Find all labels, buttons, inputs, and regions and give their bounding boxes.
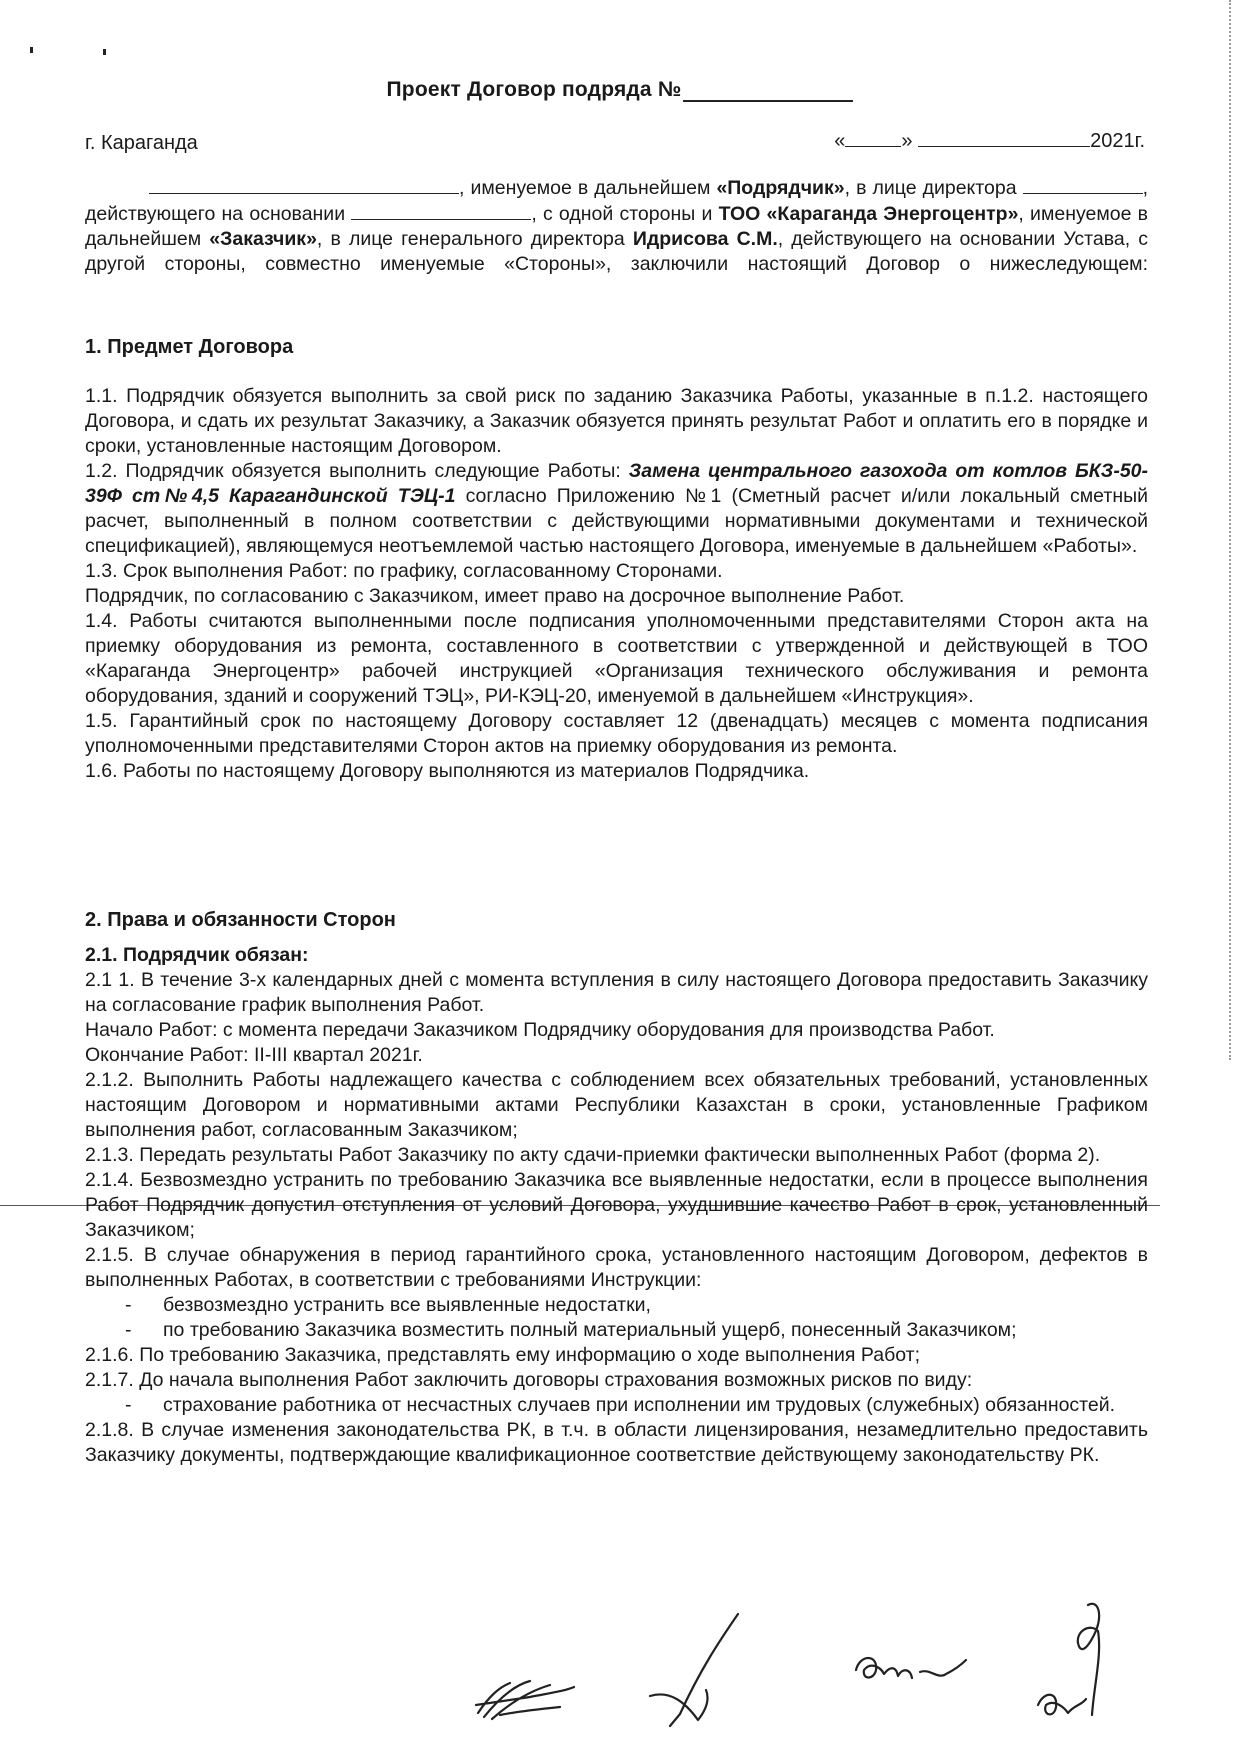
contract-number-blank bbox=[683, 82, 853, 102]
clause-2-1-1-start: Начало Работ: с момента передачи Заказчиком Подрядчику оборудования для производства Работ. bbox=[85, 1019, 995, 1041]
scan-mark bbox=[30, 47, 33, 53]
clause-2-1-1: 2.1 1. В течение 3-х календарных дней с момента вступления в силу настоящего Договора предоставить Заказчику на согласование график выполнения Работ. bbox=[85, 969, 1148, 1016]
signature-1 bbox=[470, 1625, 580, 1730]
clause-1-6: 1.6. Работы по настоящему Договору выполняются из материалов Подрядчика. bbox=[85, 760, 810, 782]
section-1 bbox=[85, 335, 1148, 360]
section-2 bbox=[85, 908, 1148, 933]
list-item: - страхование работника от несчастных случаев при исполнении им трудовых (служебных) обязанностей. bbox=[125, 1394, 1116, 1416]
clause-2-1-6: 2.1.6. По требованию Заказчика, представлять ему информацию о ходе выполнения Работ; bbox=[85, 1344, 921, 1366]
clause-1-2: 1.2. Подрядчик обязуется выполнить следующие Работы: Замена центрального газохода от котлов БКЗ-50-39Ф ст№4,5 Карагандинской ТЭЦ-1 согласно Приложению №1 (Сметный расчет и/или локальный сметный расчет, выполненный в полном соответствии с действующими нормативными документами и технической спецификацией), являющемуся неотъемлемой частью настоящего Договора, именуемые в дальнейшем «Работы». bbox=[85, 460, 1148, 557]
clause-2-1-4: 2.1.4. Безвозмездно устранить по требованию Заказчика все выявленные недостатки, если в процессе выполнения Работ Подрядчик допустил отступления от условий Договора, ухудшившие качество Работ в срок, установленный Заказчиком; bbox=[85, 1169, 1148, 1241]
list-item: - по требованию Заказчика возместить полный материальный ущерб, понесенный Заказчиком; bbox=[125, 1319, 1017, 1341]
clause-2-1-3: 2.1.3. Передать результаты Работ Заказчику по акту сдачи-приемки фактически выполненных Работ (форма 2). bbox=[85, 1144, 1101, 1166]
contract-date: « » 2021г. bbox=[834, 130, 1145, 152]
section-2-heading: 2. Права и обязанности Сторон bbox=[85, 909, 396, 931]
list-item: - безвозмездно устранить все выявленные недостатки, bbox=[125, 1294, 651, 1316]
scan-mark bbox=[103, 49, 106, 55]
clause-1-3-note: Подрядчик, по согласованию с Заказчиком, имеет право на досрочное выполнение Работ. bbox=[85, 585, 905, 607]
scan-edge-line bbox=[1229, 0, 1231, 1060]
signature-3 bbox=[850, 1640, 970, 1715]
clause-1-1: 1.1. Подрядчик обязуется выполнить за свой риск по заданию Заказчика Работы, указанные в п.1.2. настоящего Договора, и сдать их результат Заказчику, а Заказчик обязуется принять результат Работ и оплатить его в порядке и сроки, установленные настоящим Договором. bbox=[85, 385, 1148, 457]
clause-2-1-7: 2.1.7. До начала выполнения Работ заключить договоры страхования возможных рисков по виду: bbox=[85, 1369, 973, 1391]
clause-1-3: 1.3. Срок выполнения Работ: по графику, согласованному Сторонами. bbox=[85, 560, 723, 582]
city: г. Караганда bbox=[85, 132, 198, 154]
place-date-line bbox=[85, 128, 1145, 154]
clause-2-1-5: 2.1.5. В случае обнаружения в период гарантийного срока, установленного настоящим Договором, дефектов в выполненных Работах, в соответствии с требованиями Инструкции: bbox=[85, 1244, 1148, 1291]
preamble bbox=[85, 175, 1148, 277]
signature-4 bbox=[1028, 1595, 1128, 1740]
section-1-body bbox=[85, 384, 1148, 784]
section-2-body bbox=[85, 943, 1148, 1468]
clause-2-1-8: 2.1.8. В случае изменения законодательства РК, в т.ч. в области лицензирования, незамедлительно предоставить Заказчику документы, подтверждающие квалификационное соответствие действующему законодательству РК. bbox=[85, 1419, 1148, 1466]
signature-2 bbox=[640, 1610, 750, 1735]
clause-2-1-1-end: Окончание Работ: II-III квартал 2021г. bbox=[85, 1044, 423, 1066]
section-1-heading: 1. Предмет Договора bbox=[85, 336, 294, 358]
subsection-2-1: 2.1. Подрядчик обязан: bbox=[85, 944, 309, 966]
clause-1-4: 1.4. Работы считаются выполненными после подписания уполномоченными представителями Сторон акта на приемку оборудования из ремонта, составленного в соответствии с утвержденной и действующей в ТОО «Караганда Энергоцентр» рабочей инструкцией «Организация технического обслуживания и ремонта оборудования, зданий и сооружений ТЭЦ», РИ-КЭЦ-20, именуемой в дальнейшем «Инструкция». bbox=[85, 610, 1148, 707]
clause-2-1-2: 2.1.2. Выполнить Работы надлежащего качества с соблюдением всех обязательных требований, установленных настоящим Договором и нормативными актами Республики Казахстан в сроки, установленные Графиком выполнения работ, согласованным Заказчиком; bbox=[85, 1069, 1148, 1141]
preamble-text: , именуемое в дальнейшем «Подрядчик», в лице директора , действующего на основании , с одной стороны и ТОО «Караганда Энергоцентр», именуемое в дальнейшем «Заказчик», в лице генерального директора Идрисова С.М., действующего на основании Устава, с другой стороны, совместно именуемые «Стороны», заключили настоящий Договор о нижеследующем: bbox=[85, 177, 1149, 275]
document-title: Проект Договор подряда № bbox=[0, 78, 1240, 102]
clause-1-5: 1.5. Гарантийный срок по настоящему Договору составляет 12 (двенадцать) месяцев с момента подписания уполномоченными представителями Сторон актов на приемку оборудования из ремонта. bbox=[85, 710, 1148, 757]
